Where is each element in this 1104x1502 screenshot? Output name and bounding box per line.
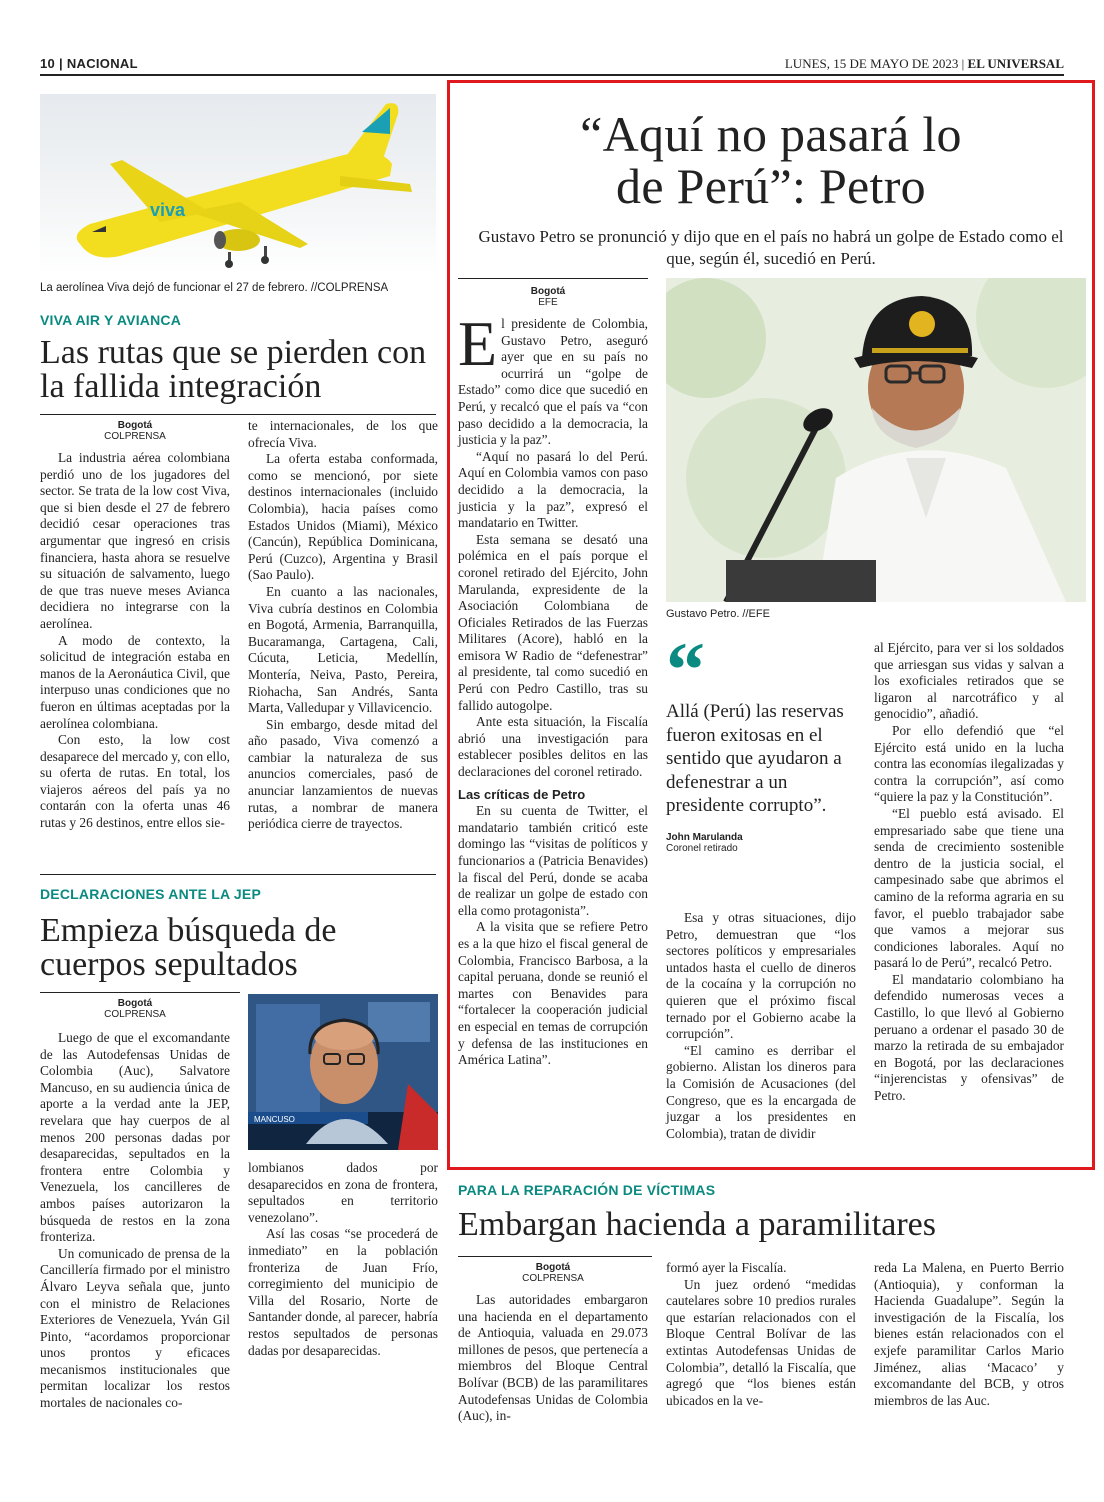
quote-role: Coronel retirado xyxy=(666,842,738,854)
quote-text: Allá (Perú) las reservas fueron exitosas en el sentido que ayudaron a defenestrar a un presidente corrupto”. xyxy=(666,701,844,816)
header-rule xyxy=(40,74,1064,76)
paragraph: En cuanto a las nacionales, Viva cubría destinos en Colombia en Bogotá, Armenia, Barranquilla, Bucaramanga, Cartagena, Cali, Cúcuta, Leticia, Medellín, Montería, Neiva, Pasto, Pereira, Riohacha, San Andrés, Santa Marta, Valledupar y Villavicencio. xyxy=(248,583,438,716)
paragraph: al Ejército, para ver si los soldados que arriesgan sus vidas y salvan a los exoficiales retirados que se ligaron al narcotráfico y al genocidio”, añadió. xyxy=(874,640,1064,722)
section-label: 10 | NACIONAL xyxy=(40,56,138,71)
paragraph: Sin embargo, desde mitad del año pasado, Viva comenzó a cambiar la naturaleza de sus anuncios comerciales, pasó de anunciar lanzamientos de nuevas rutas, a nombrar de manera periódica cierre de trayectos. xyxy=(248,716,438,832)
hacienda-headline: Embargan hacienda a paramilitares xyxy=(458,1206,936,1243)
hacienda-col3 xyxy=(874,1260,1064,1409)
jep-agency: COLPRENSA xyxy=(104,1009,166,1020)
jep-headline: Empieza búsqueda de cuerpos sepultados xyxy=(40,912,337,983)
paragraph: reda La Malena, en Puerto Berrio (Antioquia), y conforman la Hacienda Guadalupe”. Según la investigación de la Fiscalía, los bienes están relacionados con el exjefe paramilitar Carlos Mario Jiménez, alias ‘Macaco’ y excomandante del BCB, y otros miembros de las Auc. xyxy=(874,1260,1064,1408)
petro-subhead: Las críticas de Petro xyxy=(458,786,586,802)
petro-photo xyxy=(666,278,1086,602)
paragraph: En su cuenta de Twitter, el mandatario también criticó este domingo las “visitas de políticos y funcionarios a (Patricia Benavides) la fiscal del Perú, donde se acaba de realizar un golpe de estado con ella como protagonista”. xyxy=(458,803,648,918)
svg-text:viva: viva xyxy=(150,200,186,220)
petro-photo-caption: Gustavo Petro. //EFE xyxy=(666,608,770,620)
svg-text:MANCUSO: MANCUSO xyxy=(254,1115,295,1124)
jep-city: Bogotá xyxy=(117,998,153,1009)
paragraph: Con esto, la low cost desaparece del mercado y, con ello, su oferta de rutas. En total, los viajeros aéreos del país ya no contarán con la oferta unas 46 rutas y 26 destinos, entre ellos sie- xyxy=(40,732,230,831)
paragraph: “El pueblo está avisado. El empresariado sabe que tiene una senda de crecimiento sostenible dentro de la justicia social, el campesinado sabe que abrimos el camino de la reforma agraria en su favor, el pueblo trabajador sabe que vamos a mejorar sus condiciones laborales. Aquí no pasará lo de Perú”, recalcó Petro. xyxy=(874,805,1064,971)
viva-headline: Las rutas que se pierden con la fallida integración xyxy=(40,334,427,405)
paragraph: La oferta estaba conformada, como se mencionó, por siete destinos internacionales (incluido Colombia), hacia países como Estados Unidos (Miami), México (Cancún), República Dominicana, Perú (Cuzco), Argentina y Brasil (Sao Paulo). xyxy=(248,451,438,583)
paragraph: Así las cosas “se procederá de inmediato” en la población fronteriza de Juan Frío, corregimiento del municipio de Villa del Rosario, Norte de Santander donde, al parecer, habría restos sepultados de personas dadas por desaparecidas. xyxy=(248,1226,438,1358)
petro-city: Bogotá xyxy=(530,286,566,297)
paragraph: “El camino es derribar el gobierno. Alistan los dineros para la Comisión de Acusaciones (del Congreso, que es la encargada de juzgar a los presidentes en Colombia), tratan de dividir xyxy=(666,1042,856,1141)
section-divider xyxy=(40,874,436,875)
paragraph: A modo de contexto, la solicitud de integración estaba en manos de la Aeronáutica Civil, que interpuso unas condiciones que no fueron en últimas aceptadas por la aerolínea colombiana. xyxy=(40,632,230,731)
paragraph: Un comunicado de prensa de la Cancillería firmado por el ministro Álvaro Leyva señala que, junto con el ministro de Relaciones Exteriores de Venezuela, Yván Gil Pinto, “acordamos proporcionar unos prontos y eficaces mecanismos institucionales que permitan localizar los restos mortales de nacionales co- xyxy=(40,1245,230,1411)
hacienda-agency: COLPRENSA xyxy=(522,1273,584,1284)
hacienda-byline xyxy=(458,1262,648,1284)
paragraph: Ante esta situación, la Fiscalía abrió una investigación para establecer posibles delitos en las declaraciones del coronel retirado. xyxy=(458,714,648,780)
paragraph: l presidente de Colombia, Gustavo Petro, aseguró ayer que en su país no ocurrirá un “golpe de Estado” como dice que sucedió en Perú, y recalcó que el país va “con paso decidido a la democracia, la justicia y la paz”. xyxy=(458,316,648,448)
petro-col2 xyxy=(666,910,856,1142)
paragraph: Las autoridades embargaron una hacienda en el departamento de Antioquia, valuada en 29.073 millones de pesos, que pertenecía a miembros del Bloque Central Bolívar (BCB) de las paramilitares Autodefensas Unidas de Colombia (Auc), in- xyxy=(458,1292,648,1424)
viva-col1 xyxy=(40,450,230,832)
hacienda-col1 xyxy=(458,1292,648,1425)
petro-headline-line2: de Perú”: Petro xyxy=(616,158,926,214)
paragraph: lombianos dados por desaparecidos en zona de frontera, sepultados en territorio venezolano”. xyxy=(248,1160,438,1225)
hacienda-col2 xyxy=(666,1260,856,1409)
hacienda-rule xyxy=(458,1256,652,1257)
quote-icon: “ xyxy=(666,626,705,713)
paragraph: formó ayer la Fiscalía. xyxy=(666,1260,787,1275)
pull-quote xyxy=(666,626,866,854)
viva-byline xyxy=(40,420,230,442)
paragraph: A la visita que se refiere Petro es a la que hizo el fiscal general de Colombia, Francisco Barbosa, a la capital peruana, donde se reunió el martes con Benavides para “fortalecer la cooperación judicial en especial en temas de corrupción y defensa de las instituciones en América Latina”. xyxy=(458,919,648,1068)
date-text: LUNES, 15 DE MAYO DE 2023 | xyxy=(784,56,965,71)
petro-subtitle: Gustavo Petro se pronunció y dijo que en el país no habrá un golpe de Estado como el que, según él, sucedió en Perú. xyxy=(478,227,1064,268)
paragraph: Luego de que el excomandante de las Autodefensas Unidas de Colombia (Auc), Salvatore Mancuso, en su audiencia única de aporte a la verdad ante la JEP, revelara que hay cuerpos de al menos 200 personas dadas por desaparecidas, sepultados en la frontera entre Colombia y Venezuela, los cancilleres de ambos países autorizaron la búsqueda de restos en la zona fronteriza. xyxy=(40,1030,230,1245)
jep-byline xyxy=(40,998,230,1020)
petro-headline xyxy=(450,108,1092,212)
hacienda-kicker: PARA LA REPARACIÓN DE VÍCTIMAS xyxy=(458,1182,716,1198)
quote-author: John Marulanda xyxy=(666,831,743,843)
paper-name: EL UNIVERSAL xyxy=(967,56,1064,71)
viva-kicker: VIVA AIR Y AVIANCA xyxy=(40,312,182,328)
airplane-photo xyxy=(40,94,436,274)
viva-rule xyxy=(40,414,436,415)
paragraph: te internacionales, de los que ofrecía Viva. xyxy=(248,418,438,450)
paragraph: Esa y otras situaciones, dijo Petro, demuestran que “los sectores políticos y empresariales untados hasta el cuello de dineros de la cocaína y la corrupción no quieren que el próximo fiscal ternado por el Gobierno acabe la corrupción”. xyxy=(666,910,856,1042)
petro-agency: EFE xyxy=(538,297,558,308)
paragraph: Un juez ordenó “medidas cautelares sobre 10 predios rurales que estarían relacionados con el Bloque Central Bolívar de las extintas Autodefensas Unidas de Colombia”, detalló la Fiscalía, que agregó que “los bienes están ubicados en la ve- xyxy=(666,1276,856,1408)
viva-agency: COLPRENSA xyxy=(104,431,166,442)
viva-col2 xyxy=(248,418,438,833)
jep-col2 xyxy=(248,1160,438,1359)
petro-headline-line1: “Aquí no pasará lo xyxy=(580,106,962,162)
petro-byline xyxy=(458,286,638,308)
petro-rule xyxy=(458,278,648,279)
hacienda-city: Bogotá xyxy=(535,1262,571,1273)
jep-col1 xyxy=(40,1030,230,1412)
date-line xyxy=(785,56,1064,72)
mancuso-photo xyxy=(248,994,438,1150)
petro-col3 xyxy=(874,640,1064,1105)
paragraph: Esta semana se desató una polémica en el país porque el coronel retirado del Ejército, John Marulanda, expresidente de la Asociación Colombiana de Oficiales Retirados de las Fuerzas Militares (Acore), habló en la emisora W Radio de “defenestrar” al presidente, tal como sucedió en Perú con Pedro Castillo, tras su fallido autogolpe. xyxy=(458,531,648,713)
paragraph: Por ello defendió que “el Ejército está unido en la lucha contra las economías ilegalizadas y contra la corrupción”, así como “quiere la paz y la Constitución”. xyxy=(874,722,1064,805)
jep-rule xyxy=(40,992,240,993)
petro-col1 xyxy=(458,308,648,1069)
paragraph: La industria aérea colombiana perdió uno de los jugadores del sector. Se trata de la low cost Viva, que si bien desde el 27 de febrero decidió cesar operaciones tras argumentar que ingresó en crisis financiera, hasta ahora se resuelve su situación de salvamento, luego de que tras nueve meses Avianca decidiera no integrarse con la aerolínea. xyxy=(40,450,230,631)
drop-cap: E xyxy=(458,308,498,379)
viva-photo-caption: La aerolínea Viva dejó de funcionar el 27 de febrero. //COLPRENSA xyxy=(40,282,389,294)
viva-city: Bogotá xyxy=(117,420,153,431)
jep-kicker: DECLARACIONES ANTE LA JEP xyxy=(40,886,261,902)
paragraph: “Aquí no pasará lo del Perú. Aquí en Colombia vamos con paso decidido a la democracia, la justicia y la paz”, expresó el mandatario en Twitter. xyxy=(458,448,648,531)
paragraph: El mandatario colombiano ha defendido numerosas veces a Castillo, lo que llevó al Gobierno peruano a ordenar el pasado 30 de marzo la retirada de su embajador en Bogotá, por las declaraciones “injerencistas y ofensivas” de Petro. xyxy=(874,971,1064,1104)
